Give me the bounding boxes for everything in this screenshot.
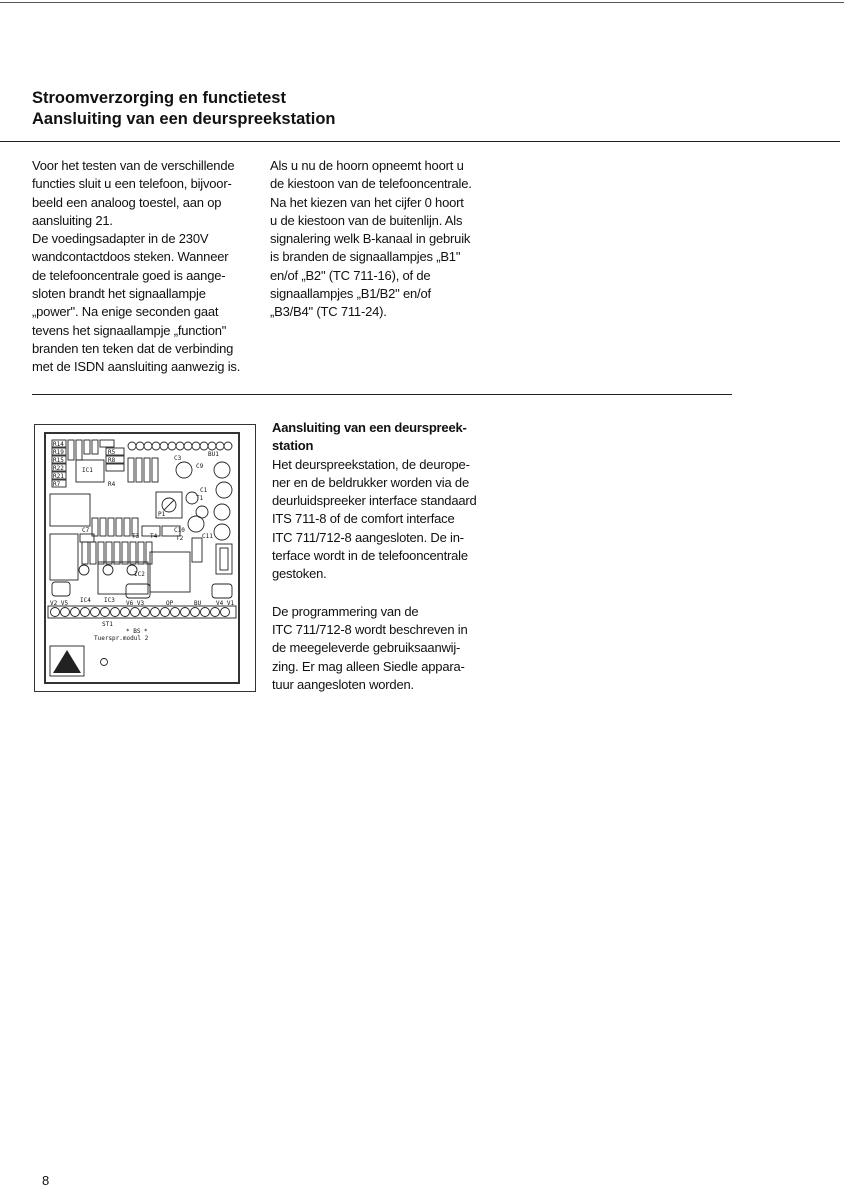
label-model: Tuerspr.modul 2 [94, 635, 149, 642]
section2-paragraph-1: Het deurspreekstation, de deurope- ner en de beldrukker worden via de deurluidspreeker interface standaard ITS 711-8 of de comfort interface ITC 711/712-8 aangesloten. De in- terface wordt in de telefooncentrale gestoken. [272, 456, 477, 582]
heading-rule [0, 141, 840, 142]
section-divider [32, 394, 732, 395]
label-t1: T1 [196, 495, 204, 502]
page-heading [32, 88, 336, 130]
label-c9: C9 [196, 463, 204, 470]
label-r14: R14 [53, 441, 64, 448]
label-bu1: BU1 [208, 451, 219, 458]
label-r22: R22 [53, 465, 64, 472]
page-number: 8 [42, 1173, 50, 1188]
section1-right-column [270, 157, 510, 322]
label-t4: T4 [150, 533, 158, 540]
label-op: OP [166, 600, 174, 607]
label-c1: C1 [200, 487, 208, 494]
label-r21: R21 [53, 473, 64, 480]
label-bs: * BS * [126, 628, 148, 635]
section1-left-text: Voor het testen van de verschillende functies sluit u een telefoon, bijvoor- beeld een analoog toestel, aan op aansluiting 21. De voedingsadapter in de 230V wandcontactdoos steken. Wanneer de telefooncentrale goed is aange- sloten brandt het signaallampje „power". Na enige seconden gaat tevens het signaallampje „function" branden ten teken dat de verbinding met de ISDN aansluiting aanwezig is. [32, 158, 241, 375]
label-r19: R19 [53, 449, 64, 456]
section2-paragraph-2: De programmering van de ITC 711/712-8 wordt beschreven in de meegeleverde gebruiksaanwij- zing. Er mag alleen Siedle appara- tuur aangesloten worden. [272, 603, 468, 692]
label-v6v3: V6 V3 [126, 600, 145, 607]
label-ic4: IC4 [80, 597, 91, 604]
circuit-board-diagram [44, 432, 240, 684]
label-t3: T3 [132, 533, 140, 540]
label-p1: P1 [158, 511, 166, 518]
label-bu: BU [194, 600, 202, 607]
label-ic2: IC2 [134, 571, 145, 578]
label-c7: C7 [82, 527, 90, 534]
label-st1: ST1 [102, 621, 113, 628]
label-t2: T2 [176, 535, 184, 542]
label-c3: C3 [174, 455, 182, 462]
label-v2v5: V2 V5 [50, 600, 69, 607]
heading-line-2: Aansluiting van een deurspreekstation [32, 110, 336, 128]
label-v4v1: V4 V1 [216, 600, 235, 607]
label-r4: R4 [108, 481, 116, 488]
top-rule [0, 2, 844, 3]
label-r15: R15 [53, 457, 64, 464]
label-r8: R8 [108, 457, 116, 464]
label-ic3: IC3 [104, 597, 115, 604]
section2-column [272, 419, 512, 694]
section1-left-column [32, 157, 264, 377]
label-r7: R7 [53, 481, 61, 488]
section1-right-text: Als u nu de hoorn opneemt hoort u de kiestoon van de telefooncentrale. Na het kiezen van het cijfer 0 hoort u de kiestoon van de buitenlijn. Als signalering welk B-kanaal in gebruik is branden de signaallampjes „B1" en/of „B2" (TC 711-16), of de signaallampjes „B1/B2" en/of „B3/B4" (TC 711-24). [270, 158, 472, 320]
esd-warning-icon [53, 650, 81, 673]
section2-subheading: Aansluiting van een deurspreek- station [272, 420, 467, 454]
circuit-board-drawing [46, 434, 238, 682]
label-c10: C10 [174, 527, 185, 534]
label-r5: R5 [108, 449, 116, 456]
label-ic1: IC1 [82, 467, 93, 474]
heading-line-1: Stroomverzorging en functietest [32, 89, 286, 107]
label-c11: C11 [202, 533, 213, 540]
